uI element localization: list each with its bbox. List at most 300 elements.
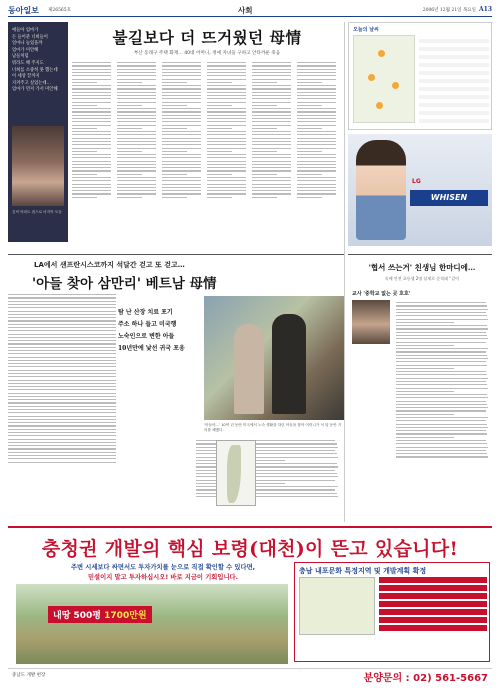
text-line [396,332,486,333]
text-line [396,381,486,382]
sun-icon [392,82,399,89]
text-line [207,62,246,63]
text-line [162,82,187,83]
weather-map [353,35,415,123]
lg-logo: LG [412,178,421,185]
text-line [252,65,291,66]
text-line [8,347,116,348]
plan-map [299,577,375,635]
whisen-ad [348,134,492,246]
text-line [297,177,336,178]
text-line [252,138,291,139]
issue-number: 제26565호 [48,8,72,13]
text-line [117,102,156,103]
text-line [207,141,246,142]
text-line [8,462,116,463]
text-line [207,72,246,73]
text-line [72,177,111,178]
text-line [297,79,336,80]
weather-title: 오늘의 날씨 [353,27,379,33]
text-line [297,98,336,99]
text-line [72,115,111,116]
text-line [117,187,156,188]
text-line [252,134,291,135]
text-line [207,79,246,80]
teaser-text: 애들아 엄마가 돈 들어준 너희들이 얼마나 늘었을까 엄마가 미안해 남들처럼 뭐라도 해 주지도 너희를 소중히 못 했는데 이 세상 끝까지 지켜주고 싶었는데… 엄마가 먼저 가서 미안해 [12,28,58,93]
text-line [207,128,232,129]
text-line [117,170,156,171]
real-estate-ad [8,526,492,683]
text-line [8,406,116,407]
text-line [252,121,291,122]
list-item [379,625,487,631]
text-line [297,108,336,109]
text-line [8,399,116,400]
text-line [162,161,201,162]
text-line [396,456,488,457]
page-number: A13 [478,6,492,13]
text-line [297,115,336,116]
text-line [8,376,116,377]
publish-date: 2006년 12월 21일 목요일 [422,8,476,13]
text-line [396,401,486,402]
text-line [207,187,246,188]
text-line [72,111,111,112]
text-line [396,397,488,398]
text-line [252,197,277,198]
text-line [207,167,246,168]
text-line [207,197,232,198]
text-line [162,164,201,165]
text-line [252,180,291,181]
text-line [72,141,111,142]
text-line [8,409,116,410]
text-line [297,105,322,106]
text-line [117,72,156,73]
text-line [252,75,291,76]
text-line [8,442,116,443]
text-line [8,373,116,374]
text-line [117,131,156,132]
text-line [72,92,111,93]
text-line [297,95,336,96]
text-line [72,193,111,194]
text-line [396,450,486,451]
text-line [8,337,116,338]
text-line [207,161,246,162]
text-line [72,138,111,139]
story1-headline: 불길보다 더 뜨거웠던 母情 [112,28,302,47]
ad-headline: 충청권 개발의 핵심 보령(대천)이 뜬고 있습니다! [41,538,459,560]
text-line [72,170,111,171]
text-line [162,105,187,106]
text-line [8,396,116,397]
text-line [72,121,111,122]
text-line [72,164,111,165]
text-line [117,167,156,168]
text-line [207,134,246,135]
text-line [162,128,187,129]
text-line [396,378,488,379]
text-line [396,437,454,438]
text-line [117,161,156,162]
text-line [117,108,156,109]
text-line [252,118,291,119]
text-line [297,121,336,122]
story2-kicker: LA에서 샌프란시스코까지 석달간 걷고 또 걷고… [34,261,185,269]
text-line [72,125,111,126]
text-line [396,391,454,392]
story2-photo [204,296,344,420]
whisen-logo: WHISEN [410,190,488,206]
plan-title: 충남 내포문화 특정지역 및 개발계획 확정 [299,567,427,575]
text-line [297,148,336,149]
text-line [8,416,116,417]
body-column [252,60,293,246]
text-line [396,447,488,448]
text-line [252,79,291,80]
text-line [297,72,336,73]
text-line [396,305,487,306]
text-line [396,427,488,428]
text-line [207,82,232,83]
text-line [396,315,487,316]
text-line [297,102,336,103]
text-line [207,115,246,116]
text-line [396,312,486,313]
sun-icon [378,50,385,57]
text-line [8,389,116,390]
text-line [252,174,277,175]
text-line [8,419,116,420]
text-line [207,98,246,99]
text-line [117,75,156,76]
text-line [207,111,246,112]
text-line [252,115,291,116]
inquiry-phone: 분양문의 : 02) 561-5667 [363,673,488,684]
text-line [297,157,336,158]
list-item [379,577,487,583]
text-line [117,82,142,83]
text-line [396,410,486,411]
text-line [207,131,246,132]
text-line [117,128,142,129]
text-line [207,88,246,89]
text-line [72,154,111,155]
list-item [379,617,487,623]
text-line [117,154,156,155]
text-line [8,311,116,312]
text-line [252,85,291,86]
text-line [396,361,486,362]
son-figure [272,314,306,414]
text-line [72,167,111,168]
text-line [252,151,277,152]
list-item [379,609,487,615]
ad-footer [8,668,492,684]
text-line [297,151,322,152]
text-line [207,138,246,139]
text-line [207,174,232,175]
story3-subhead: 속에 안전 초등생 2명 실제로 순직돼 ''같이 [384,276,460,281]
body-column [162,60,203,246]
text-line [396,424,487,425]
text-line [252,161,291,162]
text-line [252,193,291,194]
text-line [162,108,201,109]
model-image [356,140,406,240]
text-line [8,350,116,351]
text-line [162,115,201,116]
text-line [396,302,486,303]
text-line [117,180,156,181]
text-line [8,304,116,305]
text-line [8,307,116,308]
text-line [162,92,201,93]
text-line [117,193,156,194]
text-line [297,75,336,76]
text-line [117,144,156,145]
text-line [72,148,111,149]
text-line [396,371,486,372]
text-line [162,154,201,155]
text-line [297,82,322,83]
text-line [396,407,488,408]
mother-figure [234,324,264,414]
text-line [297,128,322,129]
text-line [396,319,488,320]
body-column [72,60,113,246]
text-line [117,85,156,86]
text-line [72,79,111,80]
text-line [72,157,111,158]
text-line [162,138,201,139]
text-line [207,121,246,122]
text-line [162,88,201,89]
text-line [252,144,291,145]
text-line [252,184,291,185]
text-line [8,340,116,341]
text-line [162,85,201,86]
text-line [162,72,201,73]
text-line [8,360,116,361]
text-line [252,82,277,83]
text-line [396,309,488,310]
text-line [396,384,487,385]
text-line [252,164,291,165]
text-line [297,62,336,63]
text-line [117,134,156,135]
land-photo [16,584,288,664]
text-line [8,452,116,453]
list-item [379,593,487,599]
section-title: 사회 [238,6,253,15]
text-line [8,439,116,440]
photo-caption: 김씨 아파트 집으로 마지막 모습 [12,210,62,214]
text-line [117,157,156,158]
text-line [162,62,201,63]
plan-list [379,577,487,657]
text-line [162,134,201,135]
text-line [117,105,142,106]
text-line [72,72,111,73]
list-item [379,585,487,591]
map-land [227,445,241,503]
text-line [252,102,291,103]
text-line [8,386,116,387]
text-line [117,88,156,89]
text-line [297,141,336,142]
text-line [117,138,156,139]
text-line [207,151,232,152]
text-line [162,193,201,194]
text-line [117,118,156,119]
sun-icon [368,74,375,81]
story2-photo-caption: '아들아…' 10여 년 동안 미국에서 노숙 생활을 하던 아들을 찾아 어머니가 석 달 동안 거리를 헤맸다. [204,423,342,432]
story2-pull-quote: 탐 난 산장 치료 포기 주소 하나 들고 미국행 노숙인으로 변한 아들 10년만에 낯선 귀국 포옹 [118,309,185,352]
text-line [297,85,336,86]
text-line [252,128,277,129]
text-line [8,317,116,318]
body-column [117,60,158,246]
text-line [207,164,246,165]
text-line [72,197,97,198]
text-line [8,402,116,403]
text-line [117,148,156,149]
story1-body [72,60,340,246]
text-line [117,184,156,185]
text-line [252,72,291,73]
text-line [162,95,201,96]
text-line [297,131,336,132]
text-line [162,180,201,181]
text-line [8,432,116,433]
text-line [117,164,156,165]
text-line [297,197,322,198]
text-line [396,348,488,349]
text-line [8,324,116,325]
text-line [8,297,116,298]
text-line [396,430,486,431]
text-line [297,174,322,175]
text-line [297,92,336,93]
text-line [72,118,111,119]
text-line [72,95,111,96]
text-line [162,79,201,80]
text-line [252,177,291,178]
text-line [252,111,291,112]
text-line [297,65,336,66]
text-line [8,366,116,367]
vietnam-map [216,440,256,506]
text-line [207,105,232,106]
text-line [252,170,291,171]
teaser-photo-box [8,22,68,242]
text-line [117,95,156,96]
text-line [396,345,454,346]
text-line [72,75,111,76]
columnist-photo [352,300,390,344]
text-line [117,79,156,80]
text-line [117,197,142,198]
text-line [252,125,291,126]
text-line [207,184,246,185]
story1-subhead: 부산 동래구 주택 화재… 40대 어머니, 정애 자녀들 구하고 안타까운 죽음 [133,51,281,56]
text-line [297,190,336,191]
text-line [8,363,116,364]
text-line [72,184,111,185]
text-line [396,374,487,375]
text-line [252,92,291,93]
text-line [396,338,488,339]
text-line [8,314,116,315]
newspaper-logo: 동아일보 [8,5,39,15]
text-line [207,108,246,109]
text-line [117,141,156,142]
text-line [297,125,336,126]
text-line [8,393,116,394]
text-line [396,420,486,421]
text-line [162,75,201,76]
text-line [117,98,156,99]
text-line [252,105,277,106]
text-line [8,334,116,335]
text-line [297,138,336,139]
text-line [162,197,187,198]
text-line [162,131,201,132]
text-line [396,388,488,389]
text-line [162,148,201,149]
text-line [117,62,156,63]
text-line [8,458,116,459]
text-line [396,453,487,454]
masthead [8,5,492,17]
text-line [72,82,97,83]
text-line [207,102,246,103]
text-line [72,98,111,99]
text-line [297,88,336,89]
sun-icon [376,102,383,109]
text-line [297,161,336,162]
text-line [396,414,454,415]
ad-line2: 믿셜이지 말고 투자하십시오! 바로 지금이 기회입니다. [87,574,239,581]
text-line [72,85,111,86]
text-line [162,187,201,188]
text-line [72,190,111,191]
text-line [117,151,142,152]
text-line [8,330,116,331]
text-line [162,190,201,191]
text-line [162,141,201,142]
text-line [72,65,111,66]
text-line [207,177,246,178]
text-line [252,148,291,149]
text-line [72,108,111,109]
section-rule [348,254,492,255]
text-line [162,157,201,158]
text-line [207,190,246,191]
column-divider [344,22,345,522]
text-line [72,174,97,175]
text-line [72,128,97,129]
section-rule [8,254,344,255]
text-line [207,180,246,181]
text-line [162,177,201,178]
text-line [72,151,97,152]
text-line [72,180,111,181]
text-line [8,455,116,456]
text-line [396,404,487,405]
